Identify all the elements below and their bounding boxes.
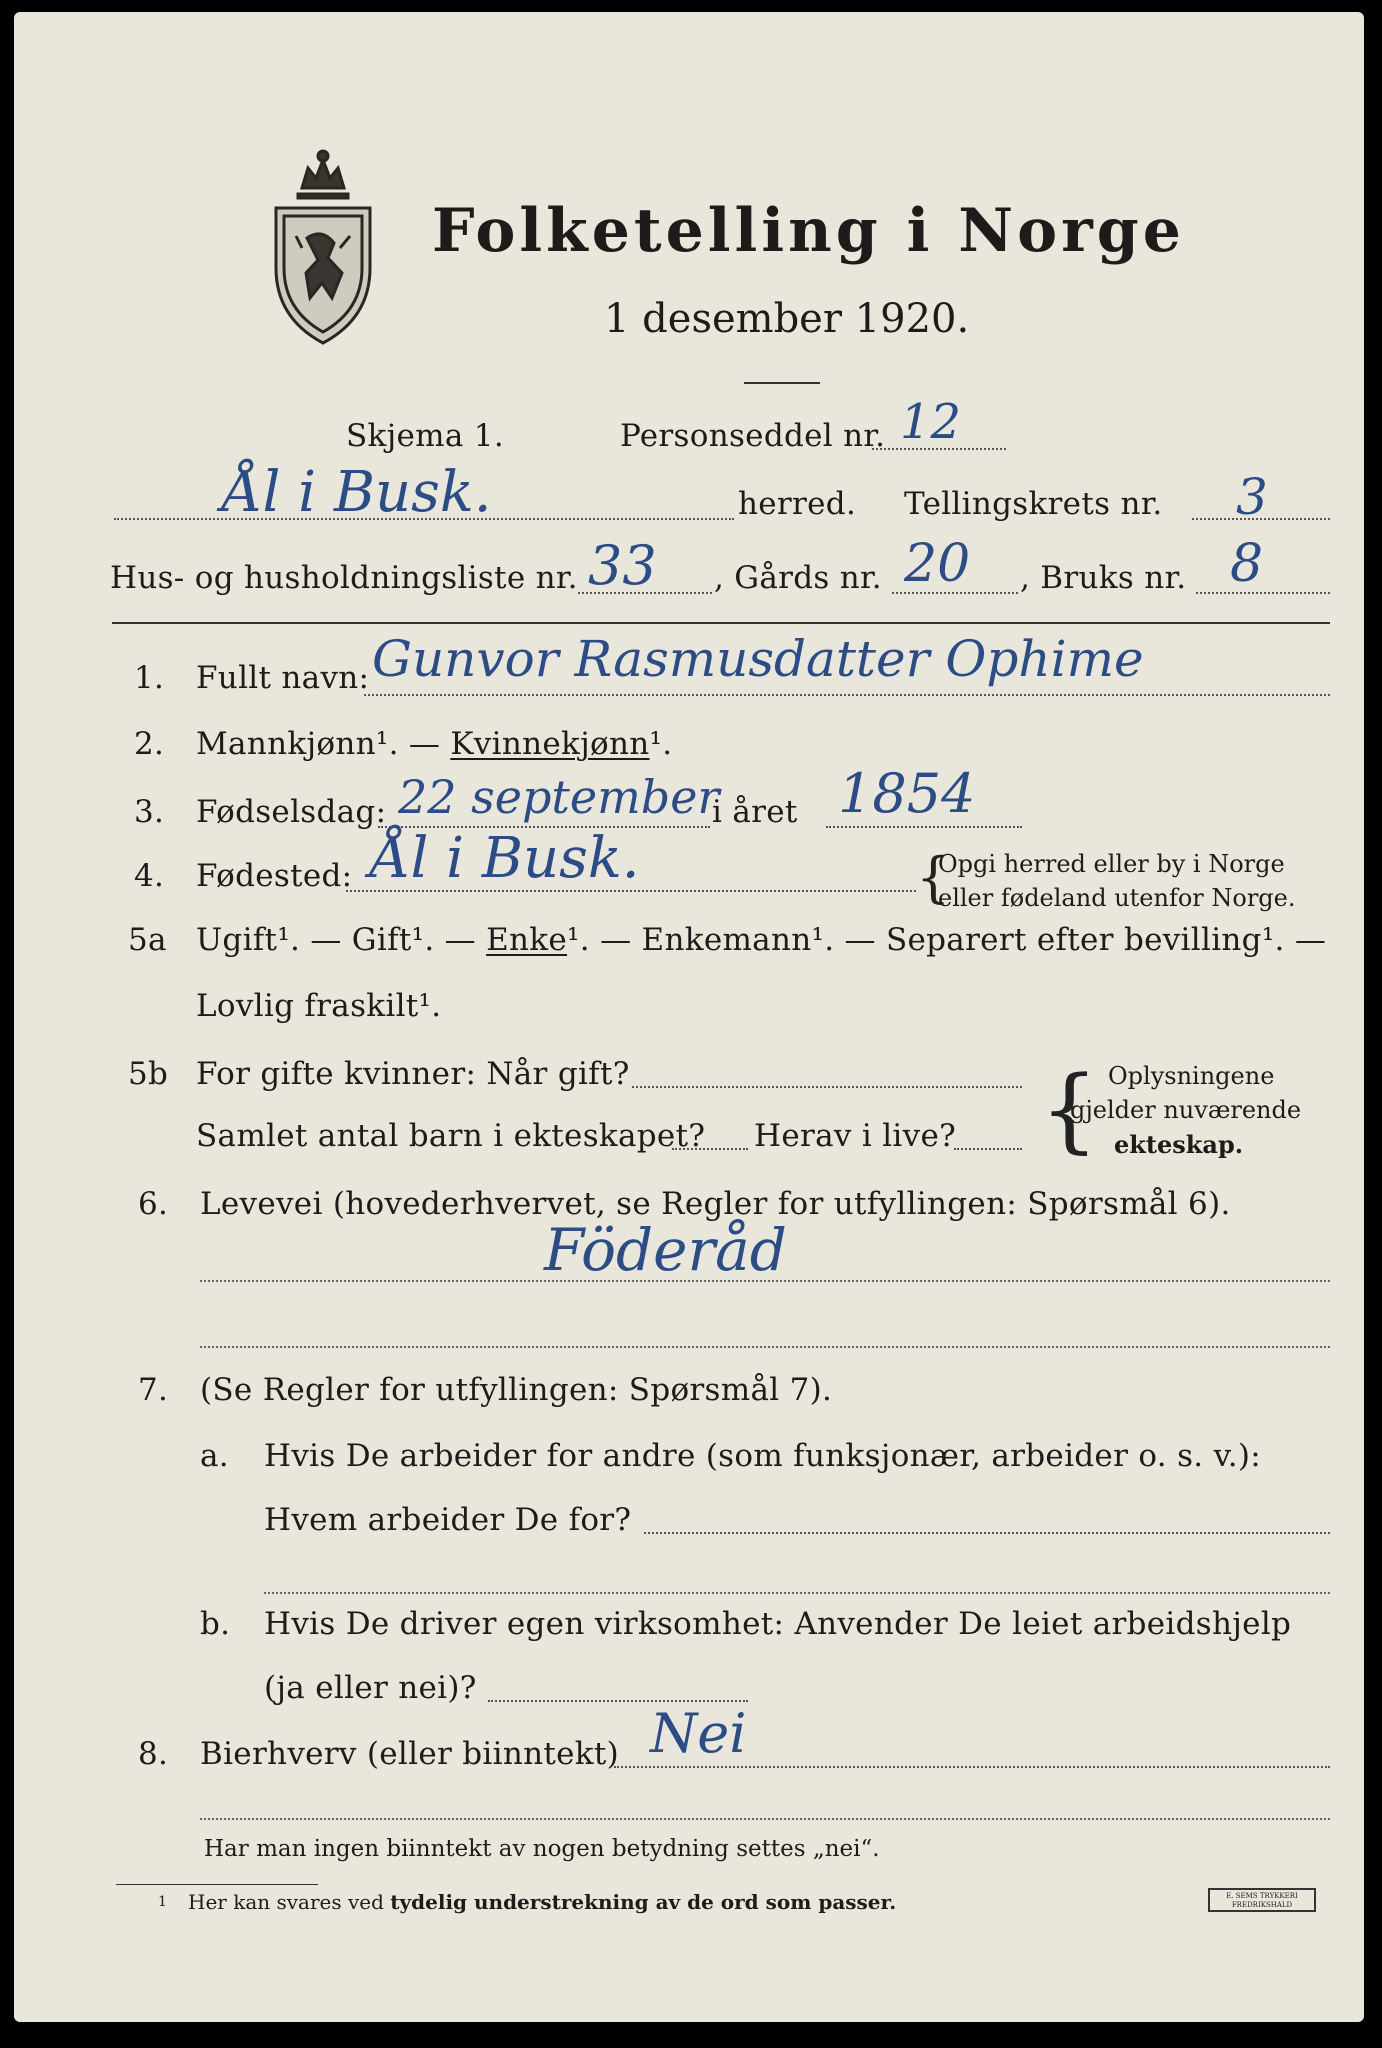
bruks-value[interactable]: 8 bbox=[1230, 534, 1264, 594]
footnote-divider bbox=[116, 1884, 318, 1885]
q1-number: 1. bbox=[134, 660, 165, 696]
employer-field-line-2 bbox=[264, 1592, 1330, 1594]
hired-help-label: (ja eller nei)? bbox=[264, 1670, 477, 1706]
side-income-label: Bierhverv (eller biinntekt) bbox=[200, 1736, 620, 1772]
side-income-field-line-2 bbox=[200, 1818, 1330, 1820]
q2-number: 2. bbox=[134, 726, 165, 762]
q4-label: Fødested: bbox=[196, 858, 353, 894]
married-when-field-line bbox=[632, 1086, 1022, 1088]
title-divider bbox=[744, 382, 820, 384]
q7-label: (Se Regler for utfyllingen: Spørsmål 7). bbox=[200, 1372, 833, 1408]
herred-value[interactable]: Ål i Busk. bbox=[222, 460, 492, 525]
gards-value[interactable]: 20 bbox=[904, 534, 971, 594]
gards-label: , Gårds nr. bbox=[714, 560, 882, 596]
printer-stamp bbox=[1208, 1888, 1316, 1912]
marital-status-options bbox=[196, 922, 1326, 958]
children-alive-label: Herav i live? bbox=[754, 1118, 957, 1154]
side-income-value[interactable]: Nei bbox=[650, 1702, 747, 1765]
marriage-note-line2: gjelder nuværende bbox=[1070, 1096, 1302, 1124]
birthdate-value[interactable]: 22 september bbox=[398, 770, 720, 824]
norwegian-coat-of-arms-icon bbox=[262, 148, 384, 348]
birthyear-value[interactable]: 1854 bbox=[838, 762, 976, 825]
q5a-number: 5a bbox=[128, 922, 167, 958]
marriage-note-brace: { bbox=[1040, 1056, 1099, 1163]
occupation-value[interactable]: Föderåd bbox=[544, 1216, 787, 1284]
personseddel-value[interactable]: 12 bbox=[900, 394, 962, 450]
q7-number: 7. bbox=[138, 1372, 169, 1408]
printer-stamp-text: E. SEMS TRYKKERI FREDRIKSHALD bbox=[1226, 1892, 1298, 1909]
form-title: Folketelling i Norge bbox=[432, 196, 1185, 266]
q1-label: Fullt navn: bbox=[196, 660, 370, 696]
birthyear-label: i året bbox=[712, 794, 798, 830]
herred-label: herred. bbox=[738, 486, 857, 522]
gender-male-option[interactable]: Mannkjønn¹. — bbox=[196, 726, 451, 762]
employer-field-line bbox=[644, 1532, 1330, 1534]
marital-option-enke[interactable]: Enke bbox=[486, 922, 568, 958]
marital-option-divorced[interactable]: Lovlig fraskilt¹. bbox=[196, 988, 442, 1024]
footnote-text-a: Her kan svares ved bbox=[188, 1890, 391, 1914]
marriage-note-line3: ekteskap. bbox=[1114, 1130, 1244, 1159]
full-name-value[interactable]: Gunvor Rasmusdatter Ophime bbox=[372, 630, 1144, 688]
q5b-number: 5b bbox=[128, 1056, 169, 1092]
tellingskrets-label: Tellingskrets nr. bbox=[904, 486, 1163, 522]
footnote-number: 1 bbox=[158, 1894, 167, 1910]
personseddel-label: Personseddel nr. bbox=[620, 418, 886, 454]
q4-number: 4. bbox=[134, 858, 165, 894]
marriage-note-line1: Oplysningene bbox=[1108, 1062, 1275, 1090]
children-alive-field-line bbox=[954, 1148, 1022, 1150]
hus-label: Hus- og husholdningsliste nr. bbox=[110, 560, 578, 596]
birthplace-note-brace: { bbox=[916, 846, 951, 909]
birthplace-note-line2: eller fødeland utenfor Norge. bbox=[938, 884, 1296, 912]
occupation-field-line-1 bbox=[200, 1280, 1330, 1282]
census-date: 1 desember 1920. bbox=[604, 296, 970, 342]
birthplace-value[interactable]: Ål i Busk. bbox=[370, 826, 640, 891]
q6-number: 6. bbox=[138, 1186, 169, 1222]
skjema-label: Skjema 1. bbox=[346, 418, 504, 454]
footnote-text-b: tydelig understrekning av de ord som passer. bbox=[390, 1890, 897, 1914]
birthplace-note-line1: Opgi herred eller by i Norge bbox=[938, 850, 1285, 878]
gender-female-suffix: ¹. bbox=[649, 726, 673, 762]
marital-options-rest[interactable]: ¹. — Enkemann¹. — Separert efter bevilling¹. — bbox=[567, 922, 1327, 958]
q3-label: Fødselsdag: bbox=[196, 794, 387, 830]
footnote-text bbox=[188, 1890, 896, 1914]
occupation-label: Levevei (hovederhvervet, se Regler for utfyllingen: Spørsmål 6). bbox=[200, 1186, 1231, 1222]
side-income-field-line bbox=[614, 1766, 1330, 1768]
header-divider bbox=[112, 622, 1330, 624]
q7a-letter: a. bbox=[200, 1438, 229, 1474]
gender-options bbox=[196, 726, 672, 762]
q1-field-line bbox=[364, 694, 1330, 696]
gender-female-option[interactable]: Kvinnekjønn bbox=[450, 726, 650, 762]
bruks-label: , Bruks nr. bbox=[1020, 560, 1187, 596]
tellingskrets-value[interactable]: 3 bbox=[1236, 468, 1268, 526]
birthyear-field-line bbox=[826, 826, 1022, 828]
married-when-label: For gifte kvinner: Når gift? bbox=[196, 1056, 630, 1092]
occupation-field-line-2 bbox=[200, 1346, 1330, 1348]
q7a-line1: Hvis De arbeider for andre (som funksjonær, arbeider o. s. v.): bbox=[264, 1438, 1262, 1474]
marital-options-start[interactable]: Ugift¹. — Gift¹. — bbox=[196, 922, 487, 958]
children-count-label: Samlet antal barn i ekteskapet? bbox=[196, 1118, 706, 1154]
q3-number: 3. bbox=[134, 794, 165, 830]
hus-value[interactable]: 33 bbox=[588, 534, 657, 597]
q8-number: 8. bbox=[138, 1736, 169, 1772]
children-count-field-line bbox=[672, 1148, 748, 1150]
q7b-letter: b. bbox=[200, 1606, 231, 1642]
no-income-note: Har man ingen biinntekt av nogen betydning settes „nei“. bbox=[204, 1836, 880, 1862]
employer-label: Hvem arbeider De for? bbox=[264, 1502, 632, 1538]
q7b-line1: Hvis De driver egen virksomhet: Anvender De leiet arbeidshjelp bbox=[264, 1606, 1292, 1642]
